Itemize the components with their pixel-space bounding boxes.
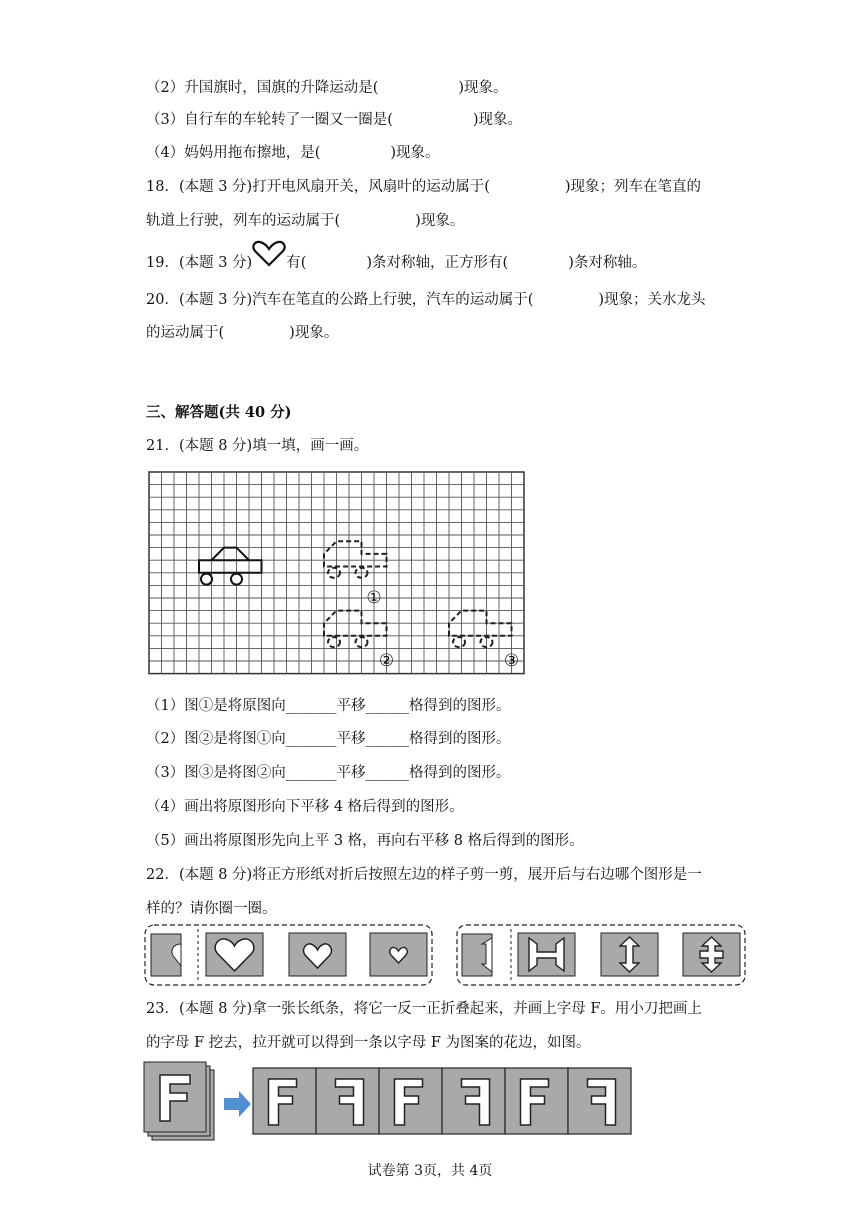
q17-item-4: [146, 141, 440, 162]
strip-cell: [568, 1068, 631, 1134]
q23-line-1: 23．(本题 8 分)拿一张长纸条，将它一反一正折叠起来，并画上字母 F。用小刀把画上: [146, 1001, 702, 1017]
q21-item-2: （2）图②是将图①向_______平移______格得到的图形。: [146, 731, 511, 747]
section-title: 三、解答题(共 40 分): [146, 404, 292, 421]
q22-line-2: 样的？请你圈一圈。: [146, 901, 277, 917]
strip-cell: [253, 1068, 316, 1134]
q21-item-3: （3）图③是将图②向_______平移______格得到的图形。: [146, 765, 511, 781]
q19-text-a: 19．(本题 3 分): [146, 255, 253, 271]
option-h-shape[interactable]: [518, 933, 575, 976]
q21-title: 21．(本题 8 分)填一填，画一画。: [146, 438, 369, 454]
q17-item-3: [146, 108, 522, 129]
q18-line-2: [146, 209, 464, 230]
figure-label-1: ①: [366, 588, 382, 608]
q19-text-c: )条对称轴，正方形有(: [366, 255, 509, 271]
option-large-heart[interactable]: [206, 933, 263, 976]
q20-line-2: [146, 321, 338, 342]
q20-text-d: )现象。: [289, 325, 339, 341]
arrow-right-icon: [224, 1091, 251, 1117]
q23-figure: [143, 1061, 638, 1141]
q18-line-1: [146, 175, 701, 196]
q18-text-c: 轨道上行驶，列车的运动属于(: [146, 213, 341, 229]
q22-group-left: [145, 925, 432, 985]
figure-label-3: ③: [503, 651, 520, 671]
q17-item-4-tail: )现象。: [390, 145, 440, 161]
q20-text-a: 20．(本题 3 分)汽车在笔直的公路上行驶，汽车的运动属于(: [146, 292, 534, 308]
strip-cell: [505, 1068, 568, 1134]
strip-cell: [379, 1068, 442, 1134]
heart-outline-icon: [252, 253, 286, 267]
q19-text-d: )条对称轴。: [568, 255, 647, 271]
q17-item-3-tail: )现象。: [472, 112, 523, 128]
option-small-heart[interactable]: [370, 933, 427, 976]
strip-cell: [442, 1068, 505, 1134]
q22-line-1: 22．(本题 8 分)将正方形纸对折后按照左边的样子剪一剪，展开后与右边哪个图形是一: [146, 867, 702, 883]
q21-item-1: （1）图①是将原图向_______平移______格得到的图形。: [146, 698, 511, 714]
option-cross-arrow[interactable]: [683, 933, 740, 976]
q22-group-right: [457, 925, 745, 985]
option-double-arrow[interactable]: [601, 933, 658, 976]
q17-item-4-text: （4）妈妈用拖布擦地，是(: [146, 145, 321, 161]
q17-item-2-tail: )现象。: [458, 80, 508, 96]
translation-grid: [147, 468, 527, 674]
q18-text-d: )现象。: [415, 213, 465, 229]
q21-item-5: （5）画出将原图形先向上平 3 格，再向右平移 8 格后得到的图形。: [146, 833, 584, 849]
q23-line-2: 的字母 F 挖去，拉开就可以得到一条以字母 F 为图案的花边，如图。: [146, 1035, 591, 1051]
q21-item-4: （4）画出将原图形向下平移 4 格后得到的图形。: [146, 799, 464, 815]
q22-figure: [144, 924, 749, 986]
page-footer: 试卷第 3页，共 4页: [367, 1163, 493, 1179]
q20-text-c: 的运动属于(: [146, 325, 225, 341]
q20-line-1: [146, 288, 706, 309]
strip-cell: [316, 1068, 379, 1134]
q20-text-b: )现象；关水龙头: [598, 292, 706, 308]
option-medium-heart[interactable]: [289, 933, 346, 976]
q19-text-b: 有(: [286, 255, 307, 271]
q17-item-2: [146, 76, 508, 97]
q18-text-a: 18．(本题 3 分)打开电风扇开关，风扇叶的运动属于(: [146, 179, 490, 195]
q17-item-2-text: （2）升国旗时，国旗的升降运动是(: [146, 80, 379, 96]
figure-label-2: ②: [378, 651, 395, 671]
q18-text-b: )现象；列车在笔直的: [564, 179, 702, 195]
q17-item-3-text: （3）自行车的车轮转了一圈又一圈是(: [146, 112, 393, 128]
q19-line: [146, 251, 646, 272]
